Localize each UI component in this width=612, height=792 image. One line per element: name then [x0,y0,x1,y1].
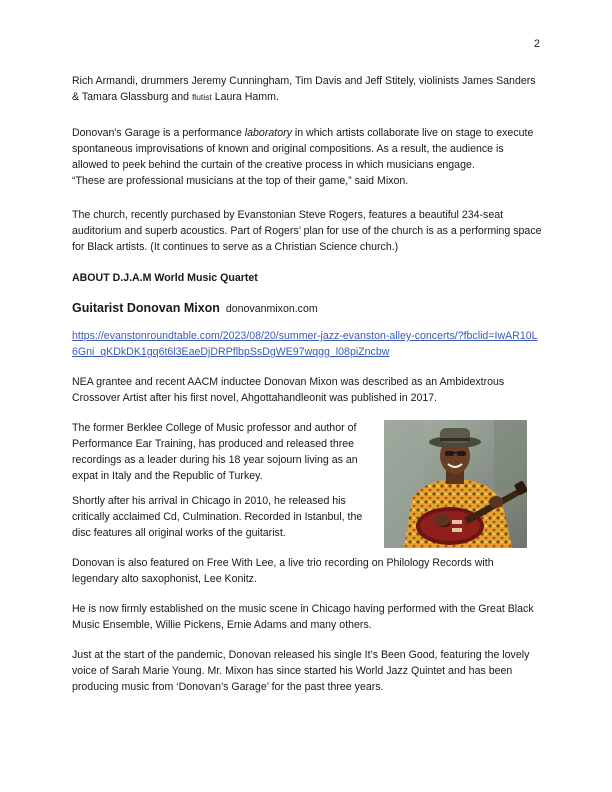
paragraph-pandemic: Just at the start of the pandemic, Donovan released his single It’s Been Good, featuring the lovely voice of Sarah Marie Young. Mr. Mixon has since started his World Jazz Quintet and has been producing music from ‘Donovan’s Garage’ for the past three years. [72,649,530,693]
paragraph-chicago-scene: He is now firmly established on the music scene in Chicago having performed with the Great Black Music Ensemble, Willie Pickens, Ernie Adams and many others. [72,603,534,631]
about-heading: ABOUT D.J.A.M World Music Quartet [72,272,258,284]
paragraph-musicians [72,73,542,105]
laboratory-emphasis: laboratory [244,127,292,139]
musicians-text-end: Laura Hamm. [211,91,279,103]
paragraph-free-with-lee: Donovan is also featured on Free With Lee, a live trio recording on Philology Records with legendary alto saxophonist, Lee Konitz. [72,557,494,585]
flutist-word: flutist [191,92,212,102]
document-body [72,73,542,695]
article-link[interactable]: https://evanstonroundtable.com/2023/08/20/summer-jazz-evanston-alley-concerts/?fbclid=IwAR10L6Gni_qKDkDK1gq6t6l3EaeDjDRPflbpSsDgWE97wqgg_l08piZncbw [72,330,538,358]
musicians-text: Rich Armandi, drummers Jeremy Cunningham, Tim Davis and Jeff Stitely, violinists James Sanders & Tamara Glassburg and [72,75,536,103]
guitarist-photo-illustration [384,420,527,548]
paragraph-garage [72,125,542,173]
guitarist-heading [72,300,542,317]
paragraph-chicago: Shortly after his arrival in Chicago in 2010, he released his critically acclaimed Cd, Culmination. Recorded in Istanbul, the disc features all original works of the guitarist. [72,495,363,539]
guitarist-photo [384,420,527,548]
paragraph-church: The church, recently purchased by Evanstonian Steve Rogers, features a beautiful 234-seat auditorium and superb acoustics. Part of Rogers’ plan for use of the church is as a performing space for Black artists. (It continues to serve as a Christian Science church.) [72,209,542,253]
garage-text: Donovan's Garage is a performance [72,127,245,139]
photo-section [72,420,542,541]
page-number: 2 [533,38,540,50]
paragraph-berklee: The former Berklee College of Music professor and author of Performance Ear Training, has produced and released three recordings as a leader during his 18 year sojourn living as an expat in Italy and the Republic of Turkey. [72,422,358,482]
guitarist-website: donovanmixon.com [225,303,318,315]
garage-text-end: in which artists collaborate live on stage to execute spontaneous improvisations of known and original compositions. As a result, the audience is allowed to peek behind the curtain of the creative process in which musicians engage. [72,127,534,171]
photo-wrapped-text [72,420,372,541]
guitarist-name: Guitarist Donovan Mixon [72,301,220,315]
paragraph-nea: NEA grantee and recent AACM inductee Donovan Mixon was described as an Ambidextrous Crossover Artist after his first novel, Ahgottahandleonit was published in 2017. [72,376,505,404]
paragraph-quote: “These are professional musicians at the top of their game,” said Mixon. [72,175,409,187]
